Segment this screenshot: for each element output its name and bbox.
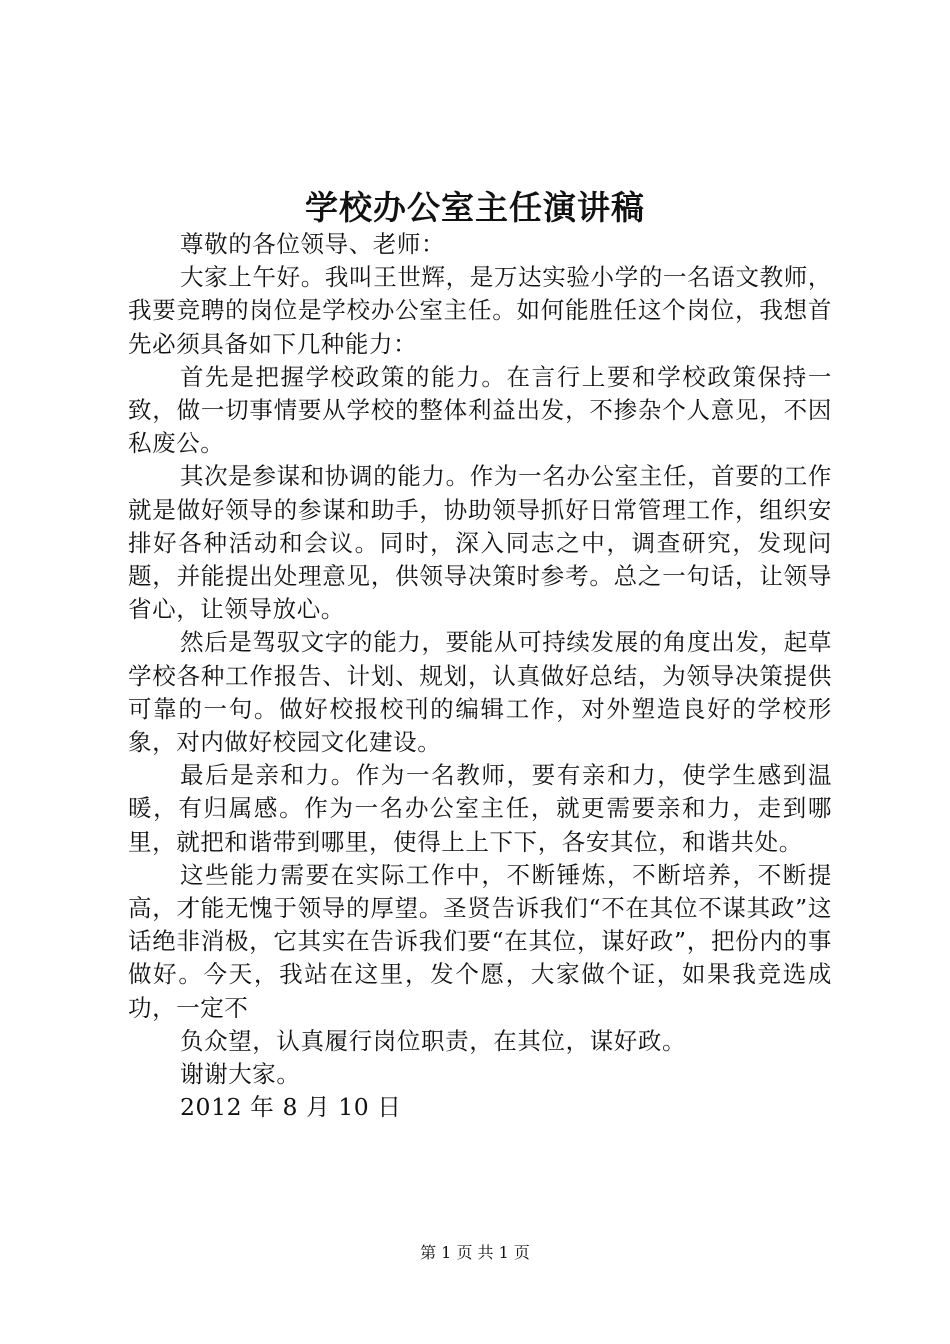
paragraph-conclusion: 这些能力需要在实际工作中，不断锤炼，不断培养，不断提高，才能无愧于领导的厚望。圣贤告诉我们“不在其位不谋其政”这话绝非消极，它其实在告诉我们要“在其位，谋好政”，把份内的事做好。今天，我站在这里，发个愿，大家做个证，如果我竞选成功，一定不 xyxy=(128,860,832,1022)
paragraph-coordination: 其次是参谋和协调的能力。作为一名办公室主任，首要的工作就是做好领导的参谋和助手，协助领导抓好日常管理工作，组织安排好各种活动和会议。同时，深入同志之中，调查研究，发现问题，并能提出处理意见，供领导决策时参考。总之一句话，让领导省心，让领导放心。 xyxy=(128,462,832,624)
paragraph-intro: 大家上午好。我叫王世辉，是万达实验小学的一名语文教师，我要竞聘的岗位是学校办公室主任。如何能胜任这个岗位，我想首先必须具备如下几种能力： xyxy=(128,263,832,358)
paragraph-writing: 然后是驾驭文字的能力，要能从可持续发展的角度出发，起草学校各种工作报告、计划、规划，认真做好总结，为领导决策提供可靠的一句。做好校报校刊的编辑工作，对外塑造良好的学校形象，对内做好校园文化建设。 xyxy=(128,628,832,757)
salutation: 尊敬的各位领导、老师： xyxy=(180,230,446,258)
paragraph-continuation: 负众望，认真履行岗位职责，在其位，谋好政。 xyxy=(180,1026,687,1055)
paragraph-policy: 首先是把握学校政策的能力。在言行上要和学校政策保持一致，做一切事情要从学校的整体利益出发，不掺杂个人意见，不因私废公。 xyxy=(128,362,832,458)
document-title: 学校办公室主任演讲稿 xyxy=(305,188,645,227)
thanks-line: 谢谢大家。 xyxy=(180,1060,301,1089)
page-footer: 第 1 页 共 1 页 xyxy=(420,1243,530,1262)
document-body xyxy=(128,228,832,1124)
paragraph-affinity: 最后是亲和力。作为一名教师，要有亲和力，使学生感到温暖，有归属感。作为一名办公室主任，就更需要亲和力，走到哪里，就把和谐带到哪里，使得上上下下，各安其位，和谐共处。 xyxy=(128,761,832,856)
date-line: 2012 年 8 月 10 日 xyxy=(180,1093,402,1122)
